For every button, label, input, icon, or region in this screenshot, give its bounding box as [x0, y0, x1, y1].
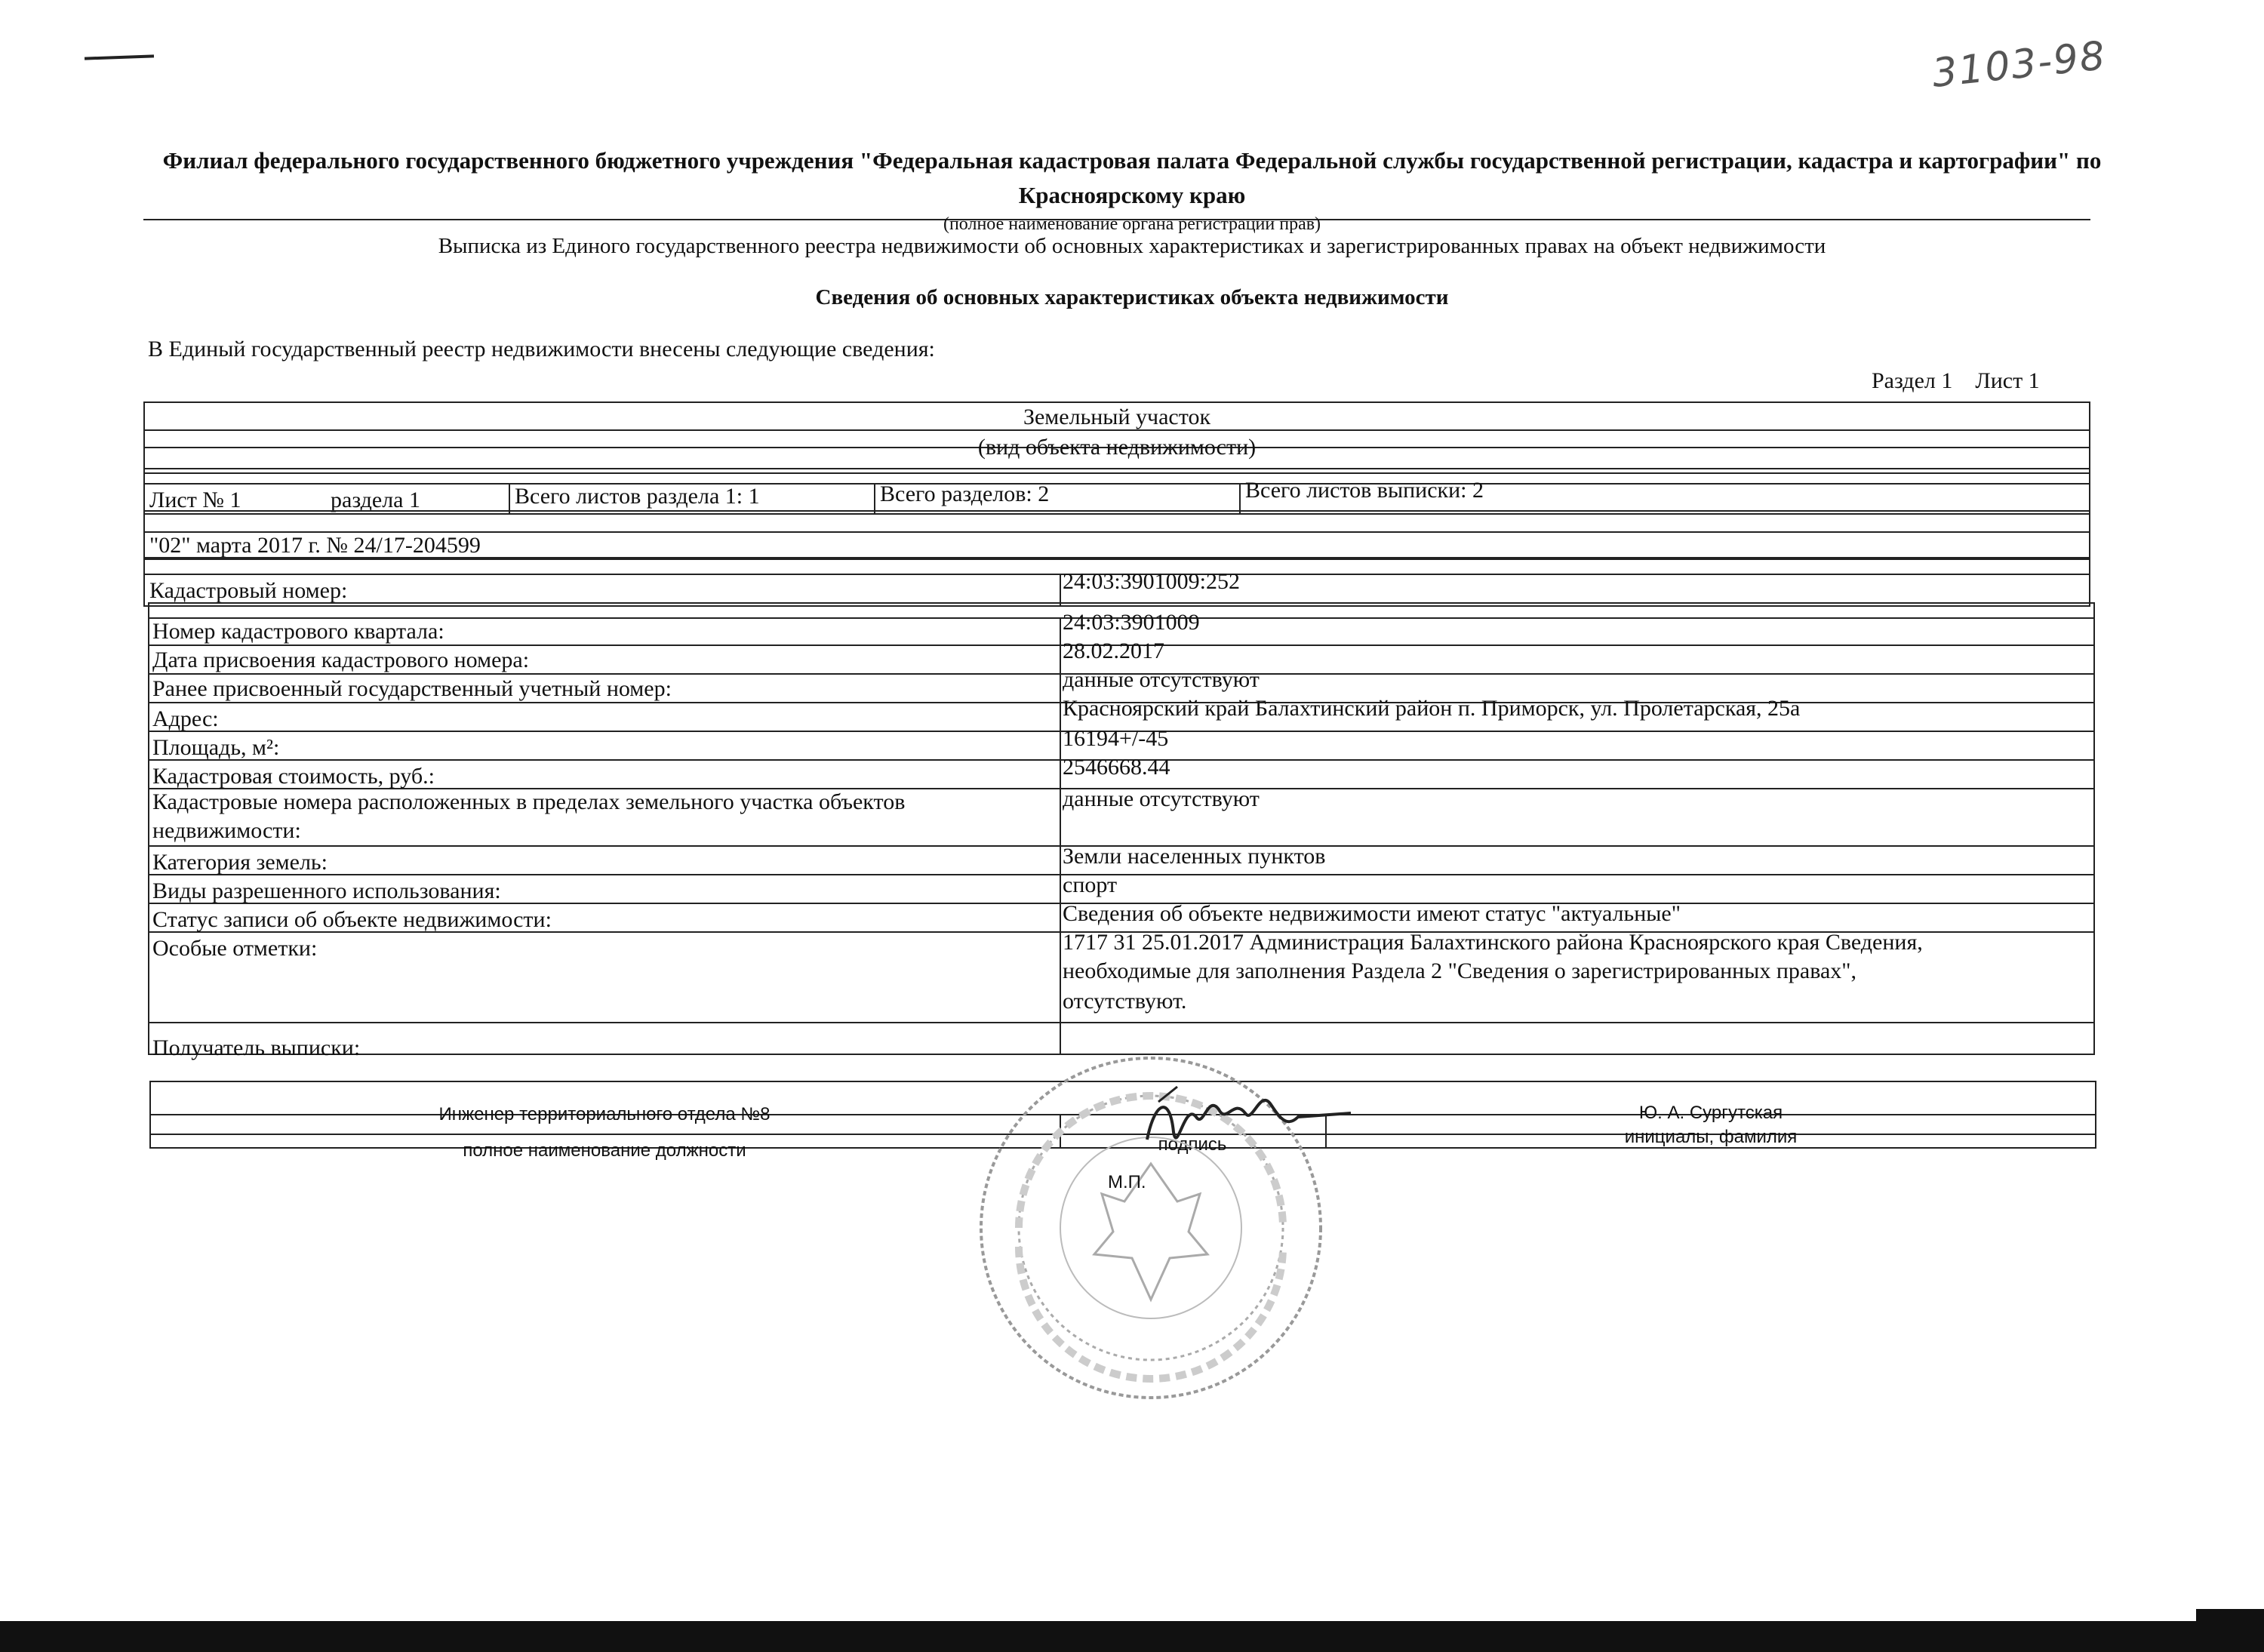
row-label: Площадь, м²:: [152, 735, 280, 760]
row-value: спорт: [1063, 872, 1118, 897]
signer-name: Ю. А. Сургутская: [1638, 1103, 1783, 1123]
row-value: отсутствуют.: [1063, 989, 1187, 1014]
total-sheets-extract: Всего листов выписки: 2: [1245, 478, 1484, 503]
handwritten-signature-icon: [1132, 1072, 1358, 1170]
row-value: 1717 31 25.01.2017 Администрация Балахтинского района Красноярского края Сведения,: [1063, 930, 1923, 955]
signer-name-caption: инициалы, фамилия: [1624, 1127, 1798, 1147]
signature-caption: подпись: [1158, 1134, 1227, 1155]
row-label: недвижимости:: [152, 818, 301, 843]
row-label: Кадастровая стоимость, руб.:: [152, 764, 435, 789]
object-type: Земельный участок: [1023, 405, 1211, 429]
pen-mark: [85, 54, 154, 60]
object-type-caption: (вид объекта недвижимости): [977, 435, 1257, 460]
sheet-reference: Раздел 1 Лист 1: [1872, 368, 2040, 393]
row-label: Виды разрешенного использования:: [152, 878, 501, 903]
scan-edge: [0, 1621, 2204, 1652]
row-value: Сведения об объекте недвижимости имеют статус "актуальные": [1063, 901, 1681, 926]
row-label: Кадастровые номера расположенных в пределах земельного участка объектов: [152, 789, 906, 814]
seal-caption: М.П.: [1108, 1172, 1146, 1192]
row-value: 28.02.2017: [1063, 638, 1164, 663]
row-label: Дата присвоения кадастрового номера:: [152, 648, 530, 672]
row-value: данные отсутствуют: [1063, 667, 1260, 692]
scan-edge: [2196, 1609, 2264, 1652]
row-label: Получатель выписки:: [152, 1035, 361, 1060]
row-label: Категория земель:: [152, 850, 328, 875]
sheet-section: раздела 1: [331, 488, 420, 512]
cadastral-number-value: 24:03:3901009:252: [1063, 569, 1241, 594]
row-label: Ранее присвоенный государственный учетный номер:: [152, 676, 672, 701]
total-sections: Всего разделов: 2: [880, 481, 1050, 506]
total-sheets-section: Всего листов раздела 1: 1: [515, 484, 760, 509]
date-number: "02" марта 2017 г. № 24/17-204599: [149, 533, 481, 558]
row-label: Статус записи об объекте недвижимости:: [152, 907, 552, 932]
row-value: Земли населенных пунктов: [1063, 844, 1326, 869]
row-label: Номер кадастрового квартала:: [152, 619, 444, 644]
handwritten-note: 3103-98: [1930, 33, 2109, 97]
section-title: Сведения об основных характеристиках объекта недвижимости: [815, 285, 1449, 309]
row-value: данные отсутствуют: [1063, 786, 1260, 811]
position-title: Инженер территориального отдела №8: [438, 1104, 771, 1124]
row-value: 24:03:3901009: [1063, 610, 1200, 635]
row-value: необходимые для заполнения Раздела 2 "Сведения о зарегистрированных правах",: [1063, 958, 1857, 983]
sheet-number: Лист № 1: [149, 488, 241, 512]
organization-name: Филиал федерального государственного бюджетного учреждения "Федеральная кадастровая палата Федеральной службы государственной регистрации, кадастра и картографии" по Красноярскому краю: [162, 147, 2102, 208]
cadastral-number-label: Кадастровый номер:: [149, 578, 348, 603]
position-caption: полное наименование должности: [463, 1140, 746, 1161]
organization-caption: (полное наименование органа регистрации прав): [943, 214, 1321, 234]
row-value: 2546668.44: [1063, 755, 1170, 780]
intro-text: В Единый государственный реестр недвижимости внесены следующие сведения:: [148, 337, 935, 361]
row-label: Адрес:: [152, 706, 219, 731]
row-value: Красноярский край Балахтинский район п. Приморск, ул. Пролетарская, 25а: [1063, 696, 1801, 721]
row-label: Особые отметки:: [152, 936, 318, 961]
sheet-info-row: [143, 468, 2090, 515]
extract-title: Выписка из Единого государственного реестра недвижимости об основных характеристиках и зарегистрированных правах на объект недвижимости: [438, 234, 1826, 258]
row-value: 16194+/-45: [1063, 726, 1169, 751]
